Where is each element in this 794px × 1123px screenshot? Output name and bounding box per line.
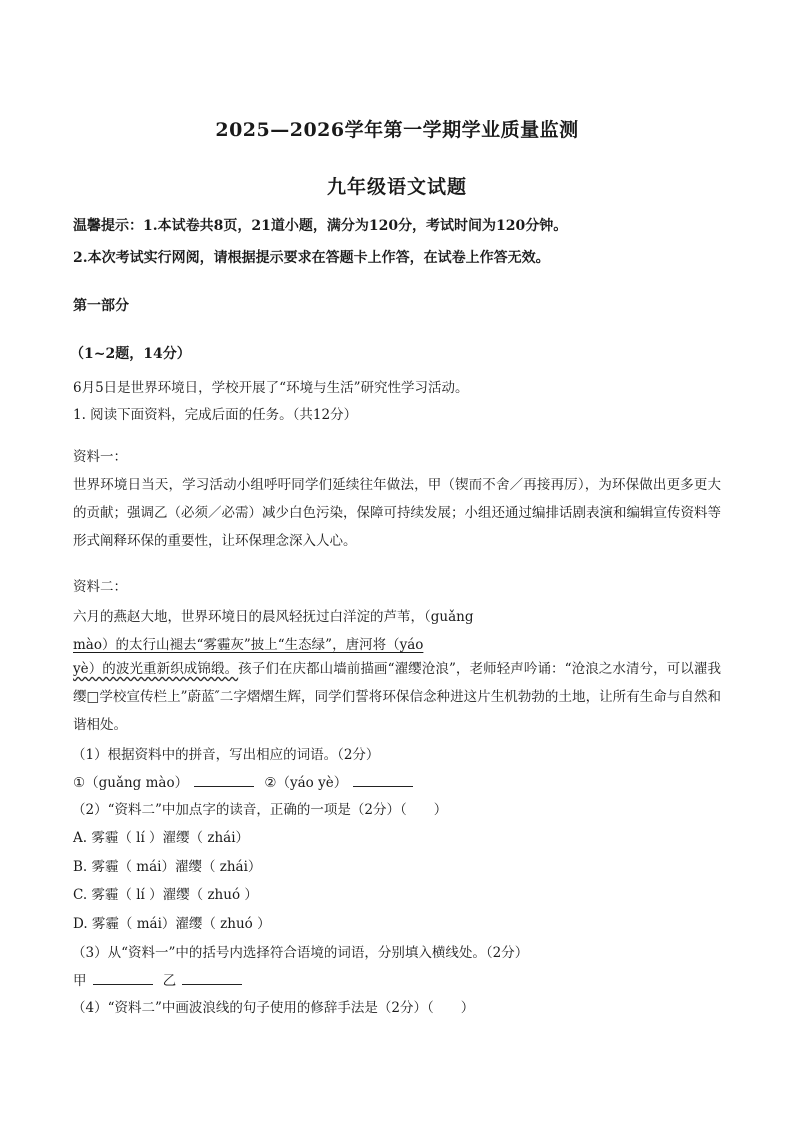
question-range: （1~2题，14分） <box>70 346 191 362</box>
blank-yi[interactable] <box>182 972 242 985</box>
material-2-line-1 <box>73 605 473 625</box>
answer-b-blank[interactable] <box>353 774 413 787</box>
option-d[interactable]: D. 雾霾（ mái）濯缨（ zhuó ） <box>73 916 271 932</box>
material-2-line-3 <box>73 655 721 739</box>
question-1-3: （3）从“资料一”中的括号内选择符合语境的词语，分别填入横线处。（2分） <box>72 945 529 961</box>
exam-subtitle: 九年级语文试题 <box>326 176 467 198</box>
blank-yi-label: 乙 <box>162 973 177 989</box>
part-heading: 第一部分 <box>73 298 129 314</box>
blank-jia-label: 甲 <box>73 973 87 989</box>
material-2-line-2 <box>73 633 423 653</box>
material-1-label: 资料一： <box>73 449 127 465</box>
question-1-1: （1）根据资料中的拼音，写出相应的词语。（2分） <box>72 747 380 763</box>
question-1-stem: 1. 阅读下面资料，完成后面的任务。（共12分） <box>73 407 358 423</box>
material-2-seg-4: 孩子们在庆都山墙前描画“濯缨沧浪”，老师轻声吟诵：“沧浪之水清兮，可以濯我缨□学校宣传栏上”蔚蓝″二字熠熠生辉，同学们誓将环保信念种进这片生机勃勃的土地，让所有生命与自然和谐相处。 <box>73 661 721 733</box>
notice-line-1: 温馨提示：1.本试卷共8页，21道小题，满分为120分，考试时间为120分钟。 <box>73 218 568 234</box>
material-2-seg-1: 六月的燕赵大地，世界环境日的晨风轻抚过白洋淀的芦苇，（guǎng <box>73 609 474 625</box>
question-1-4: （4）“资料二”中画波浪线的句子使用的修辞手法是（2分）（ ） <box>72 1000 475 1016</box>
answer-a-blank[interactable] <box>194 774 254 787</box>
material-2-seg-2: mào）的太行山褪去“雾霾灰”披上“生态绿”，唐河将（yáo <box>73 637 424 653</box>
exam-title: 2025—2026学年第一学期学业质量监测 <box>215 119 579 141</box>
option-a[interactable]: A. 雾霾（ lí ）濯缨（ zhái） <box>73 830 250 846</box>
answer-b-label: ②（yáo yè） <box>264 775 348 791</box>
option-b[interactable]: B. 雾霾（ mái）濯缨（ zhái） <box>73 859 262 875</box>
blank-jia[interactable] <box>93 972 153 985</box>
option-c[interactable]: C. 雾霾（ lí ）濯缨（ zhuó ） <box>73 887 258 903</box>
question-1-2: （2）“资料二”中加点字的读音，正确的一项是（2分）（ ） <box>72 802 448 818</box>
wavy-sentence: yè）的波光重新织成锦缎。 <box>73 661 239 677</box>
activity-intro: 6月5日是世界环境日，学校开展了“环境与生活”研究性学习活动。 <box>73 380 469 396</box>
material-1-text: 世界环境日当天，学习活动小组呼吁同学们延续往年做法，甲（锲而不舍／再接再厉），为环保做出更多更大的贡献；强调乙（必须／必需）减少白色污染，保障可持续发展；小组还通过编排话剧表演和编辑宣传资料等形式阐释环保的重要性，让环保理念深入人心。 <box>73 477 721 549</box>
answer-a-label: ①（guǎng mào） <box>73 775 189 791</box>
question-1-3-answers <box>73 969 248 989</box>
question-1-1-answers <box>73 771 419 791</box>
notice-line-2: 2.本次考试实行网阅，请根据提示要求在答题卡上作答，在试卷上作答无效。 <box>73 250 550 266</box>
material-2-label: 资料二： <box>73 579 127 595</box>
